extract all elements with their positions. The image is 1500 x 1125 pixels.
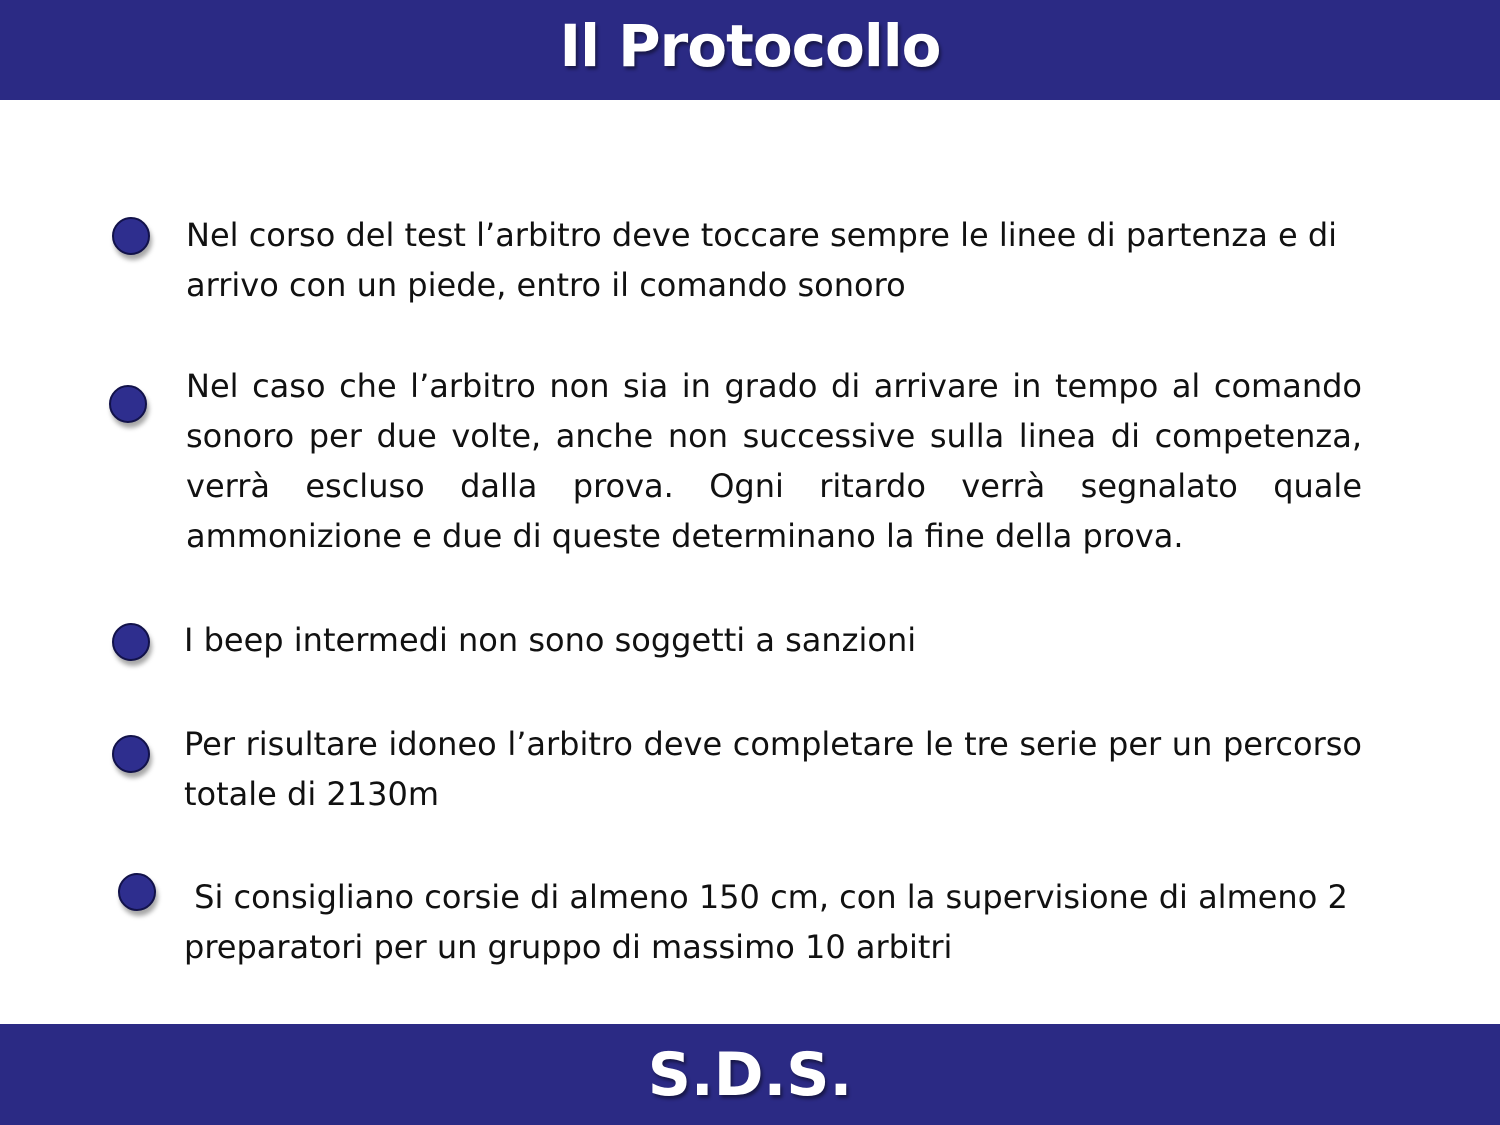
bullet-dot-icon <box>112 217 150 255</box>
bullet-text-5: Si consigliano corsie di almeno 150 cm, con la supervisione di almeno 2 preparatori per un gruppo di massimo 10 arbitri <box>184 878 1358 966</box>
footer-title: S.D.S. <box>647 1039 853 1110</box>
bullet-text-3: I beep intermedi non sono soggetti a sanzioni <box>184 621 917 659</box>
bullet-text-1: Nel corso del test l’arbitro deve toccare sempre le linee di partenza e di arrivo con un piede, entro il comando sonoro <box>186 216 1338 304</box>
header-bar <box>0 0 1500 100</box>
footer-bar <box>0 1024 1500 1125</box>
bullet-dot-icon <box>112 623 150 661</box>
bullet-dot-icon <box>109 385 147 423</box>
bullet-text-2: Nel caso che l’arbitro non sia in grado di arrivare in tempo al comando sonoro per due volte, anche non successive sulla linea di competenza, verrà escluso dalla prova. Ogni ritardo verrà segnalato quale ammonizione e due di queste determinano la fine della prova. <box>186 367 1362 555</box>
bullet-text-4: Per risultare idoneo l’arbitro deve completare le tre serie per un percorso totale di 2130m <box>184 725 1362 813</box>
page-title: Il Protocollo <box>559 12 941 80</box>
bullet-dot-icon <box>112 735 150 773</box>
bullet-dot-icon <box>118 873 156 911</box>
